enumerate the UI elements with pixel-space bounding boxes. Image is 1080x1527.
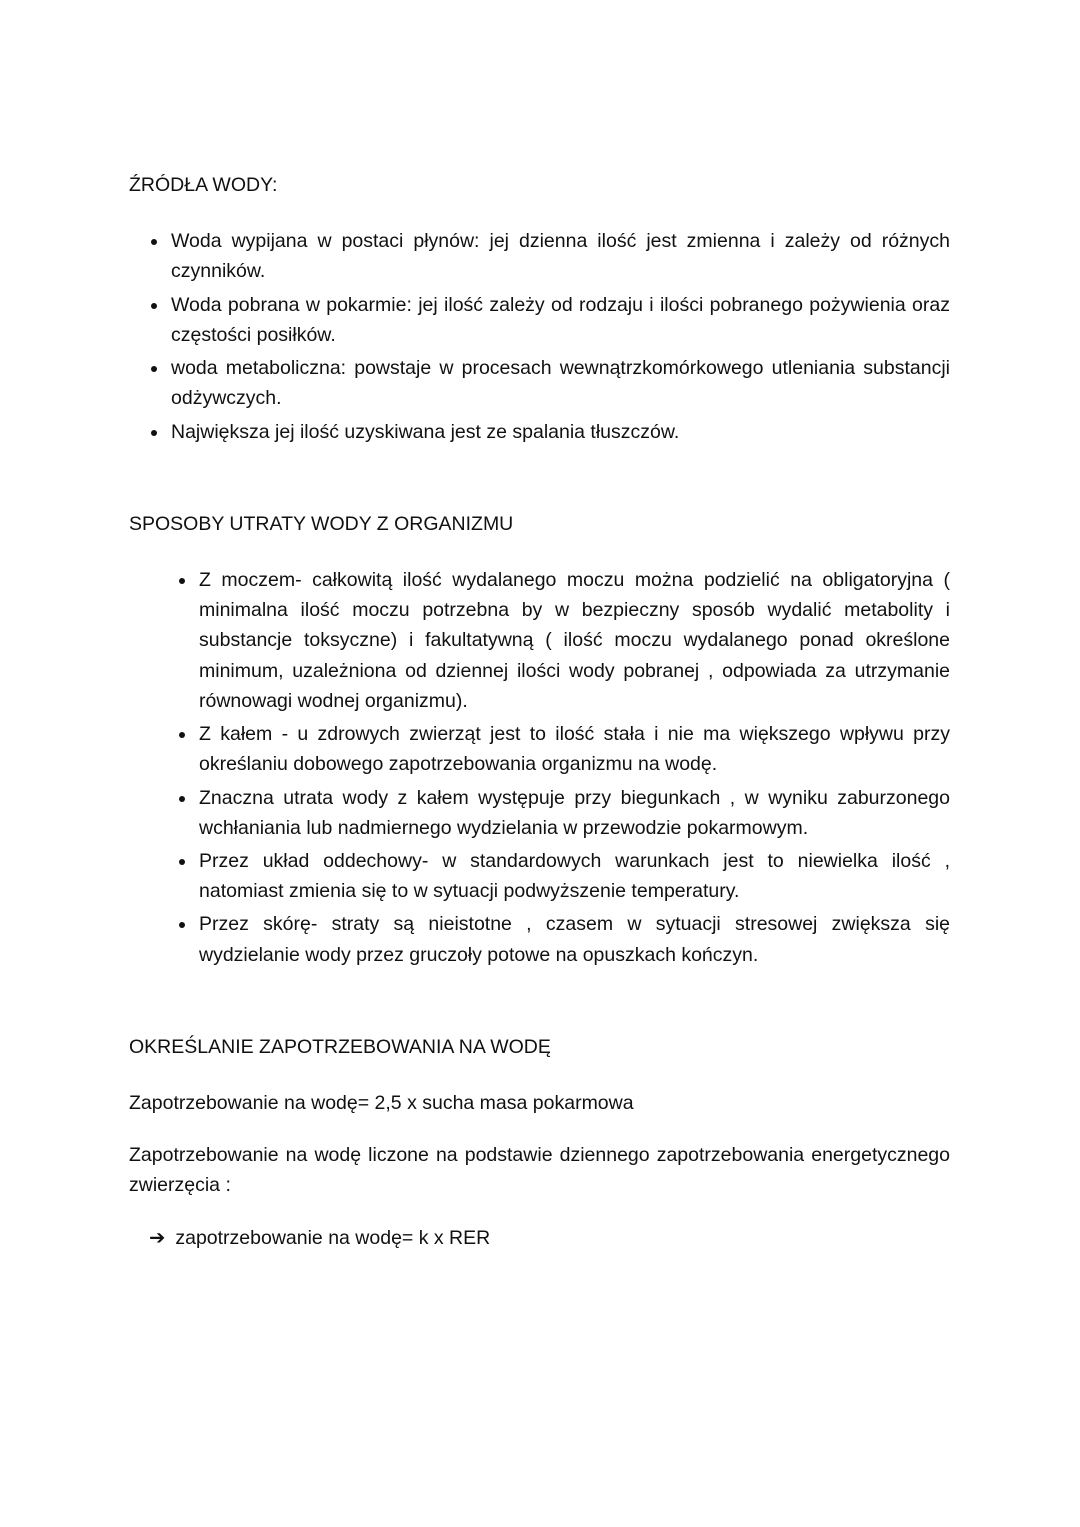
list-item: • Woda wypijana w postaci płynów: jej dzienna ilość jest zmienna i zależy od różnych czynników. [169,226,950,286]
arrow-icon: ➔ [149,1226,166,1249]
formula-line [149,1223,950,1253]
list-item: • Przez skórę- straty są nieistotne , czasem w sytuacji stresowej zwiększa się wydzielanie wody przez gruczoły potowe na opuszkach kończyn. [197,909,950,969]
list-item: • Największa jej ilość uzyskiwana jest ze spalania tłuszczów. [169,417,950,447]
list-item: • woda metaboliczna: powstaje w procesach wewnątrzkomórkowego utleniania substancji odżywczych. [169,353,950,413]
requirement-description-paragraph: Zapotrzebowanie na wodę liczone na podstawie dziennego zapotrzebowania energetycznego zwierzęcia : [129,1144,950,1197]
section-heading-water-requirement: OKREŚLANIE ZAPOTRZEBOWANIA NA WODĘ [129,1035,551,1058]
list-item: • Znaczna utrata wody z kałem występuje przy biegunkach , w wyniku zaburzonego wchłaniania lub nadmiernego wydzielania w przewodzie pokarmowym. [197,783,950,843]
list-item: • Z moczem- całkowitą ilość wydalanego moczu można podzielić na obligatoryjna ( minimalna ilość moczu potrzebna by w bezpieczny sposób wydalić metabolity i substancje toksyczne) i fakultatywną ( ilość moczu wydalanego ponad określone minimum, uzależniona od dziennej ilości wody pobranej , odpowiada za utrzymanie równowagi wodnej organizmu). [197,565,950,716]
list-item: • Z kałem - u zdrowych zwierząt jest to ilość stała i nie ma większego wpływu przy określaniu dobowego zapotrzebowania organizmu na wodę. [197,719,950,779]
formula-text: zapotrzebowanie na wodę= k x RER [175,1226,491,1249]
water-sources-list [129,226,950,447]
section-heading-water-loss: SPOSOBY UTRATY WODY Z ORGANIZMU [129,512,514,535]
section-heading-water-sources: ŹRÓDŁA WODY: [129,174,278,196]
list-item: • Przez układ oddechowy- w standardowych warunkach jest to niewielka ilość , natomiast zmienia się to w sytuacji podwyższenie temperatury. [197,846,950,906]
water-loss-list [129,565,950,970]
list-item: • Woda pobrana w pokarmie: jej ilość zależy od rodzaju i ilości pobranego pożywienia oraz częstości posiłków. [169,290,950,350]
formula-paragraph: Zapotrzebowanie na wodę= 2,5 x sucha masa pokarmowa [129,1092,634,1115]
